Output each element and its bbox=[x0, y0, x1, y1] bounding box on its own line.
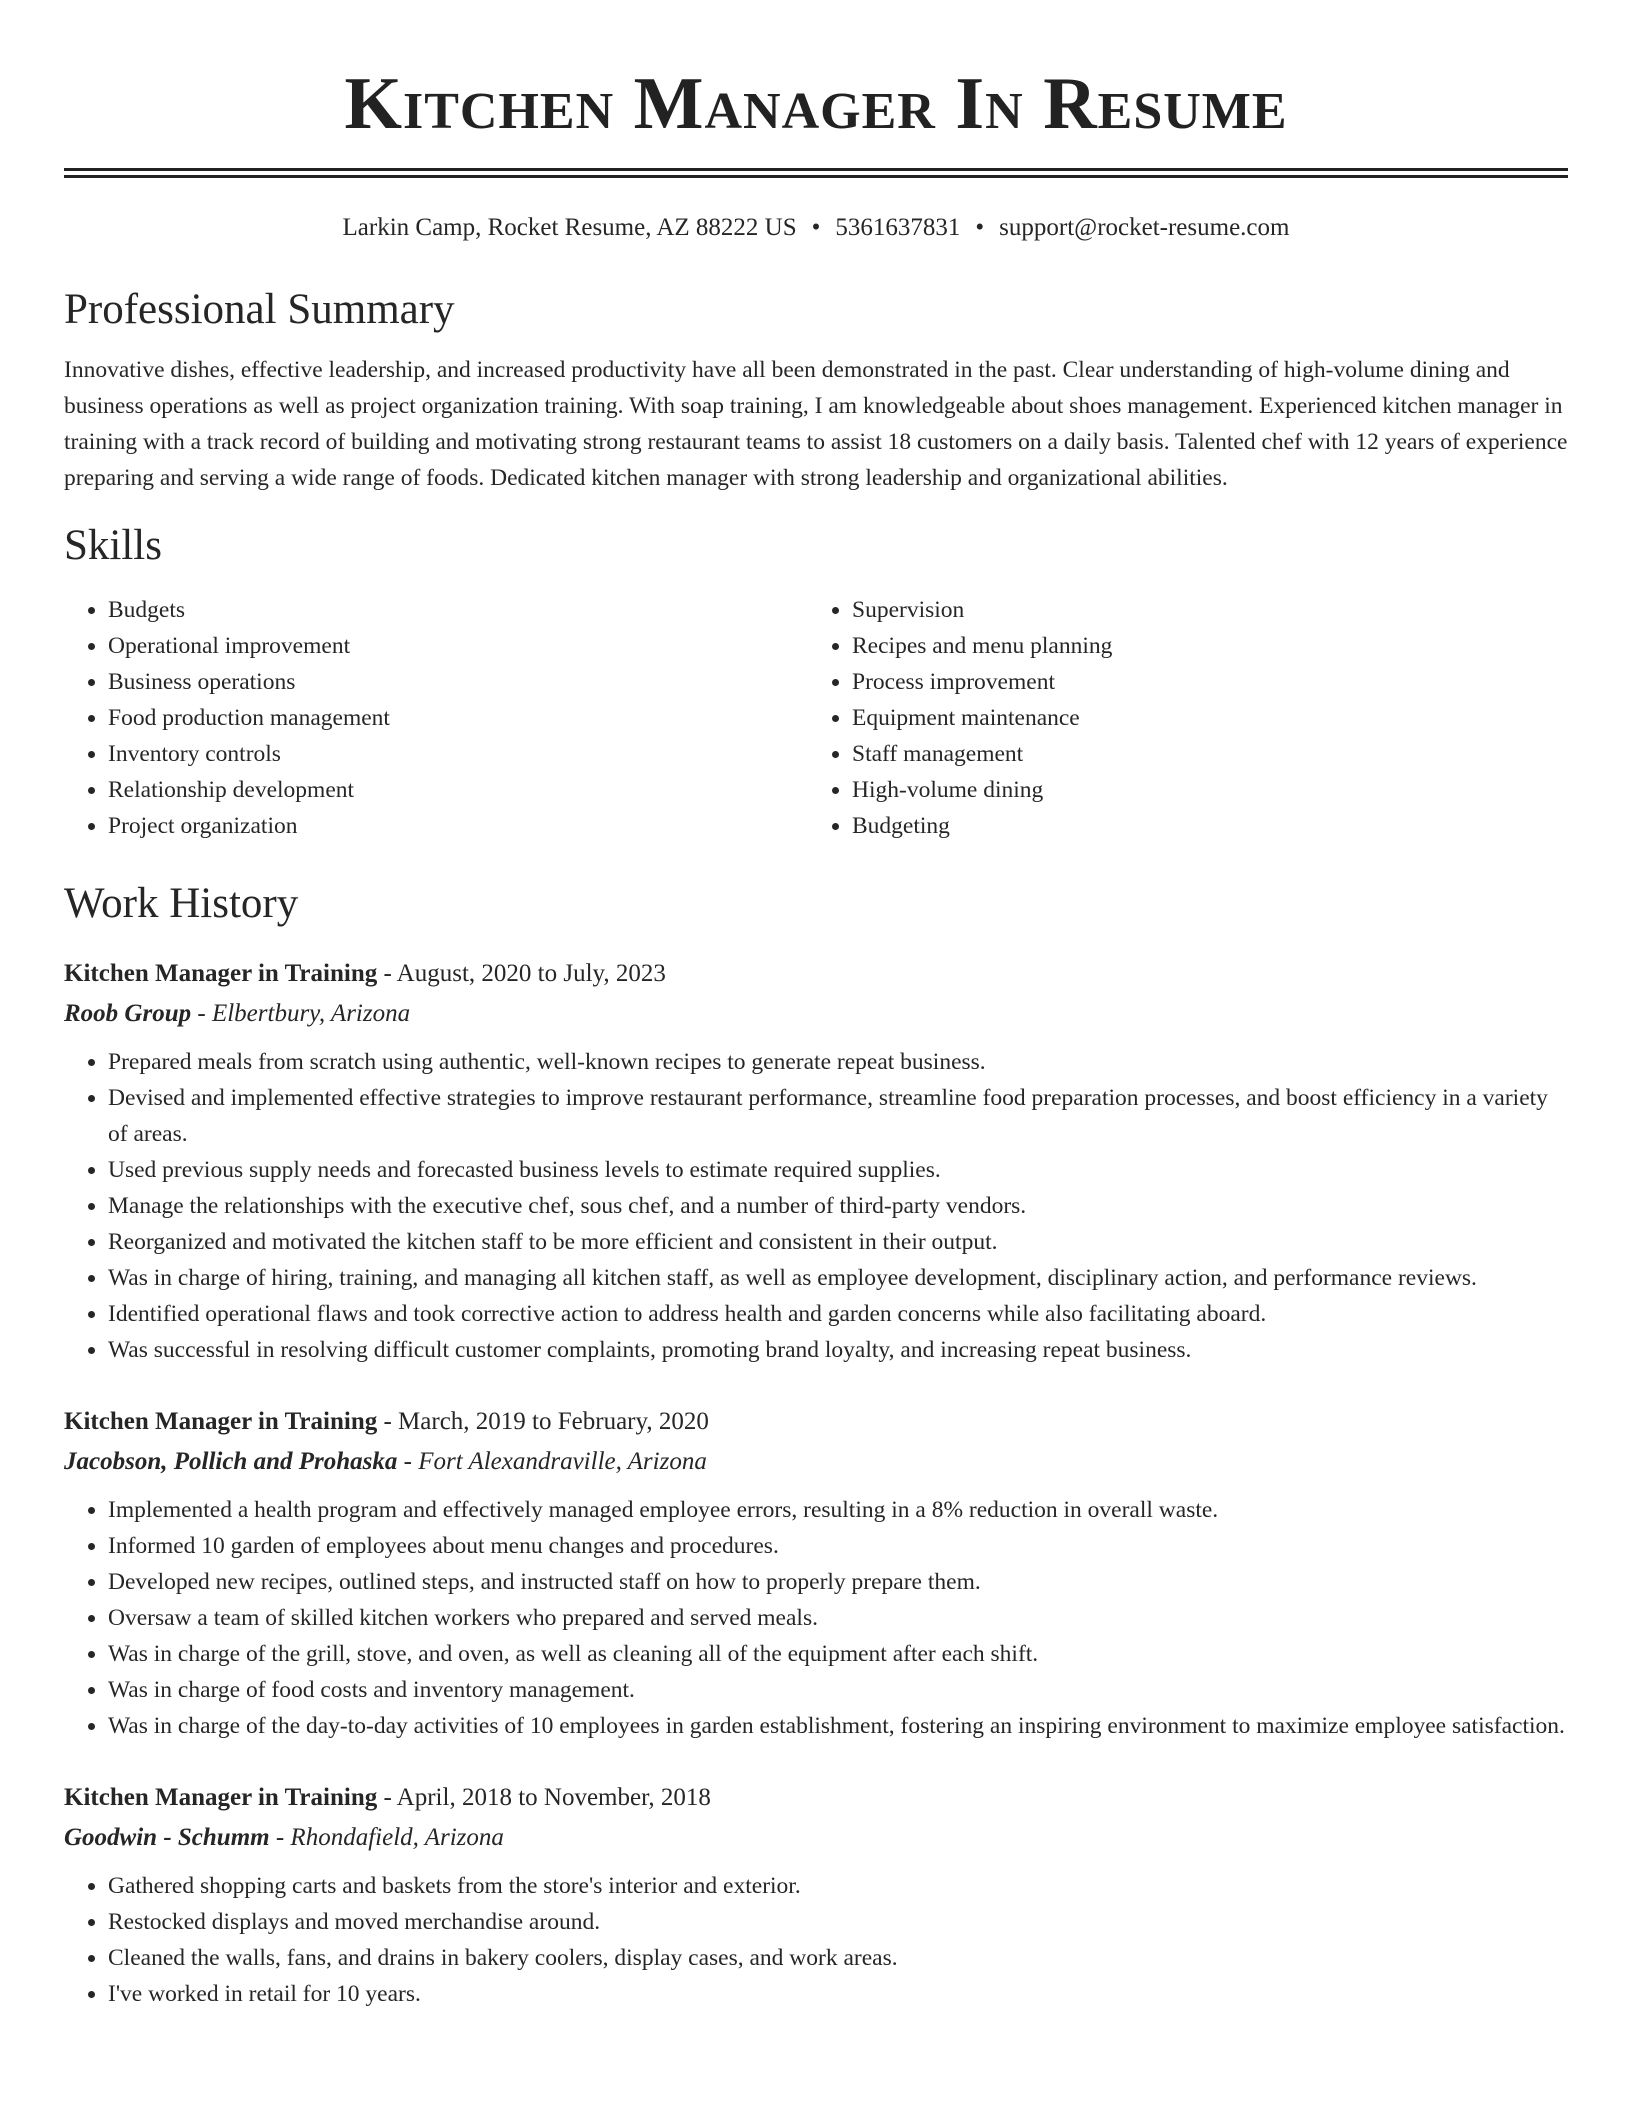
job-title: Kitchen Manager in Training bbox=[64, 1784, 378, 1811]
job-location: - Rhondafield, Arizona bbox=[269, 1824, 504, 1851]
skill-item: • Supervision bbox=[852, 592, 1552, 628]
skill-item: • Business operations bbox=[108, 664, 808, 700]
skill-item: • Inventory controls bbox=[108, 736, 808, 772]
skill-item: • Project organization bbox=[108, 808, 808, 844]
job-company-line bbox=[64, 1818, 1568, 1858]
job-dates: - April, 2018 to November, 2018 bbox=[377, 1784, 711, 1811]
job-title: Kitchen Manager in Training bbox=[64, 960, 378, 987]
skill-item: • Relationship development bbox=[108, 772, 808, 808]
job-dates: - August, 2020 to July, 2023 bbox=[377, 960, 666, 987]
skills-list-left bbox=[64, 592, 808, 844]
job-dates: - March, 2019 to February, 2020 bbox=[377, 1408, 709, 1435]
job-bullet: • Prepared meals from scratch using authentic, well-known recipes to generate repeat business. bbox=[108, 1044, 1568, 1080]
job-bullet: • Developed new recipes, outlined steps, and instructed staff on how to properly prepare them. bbox=[108, 1564, 1568, 1600]
job-bullet: • Cleaned the walls, fans, and drains in bakery coolers, display cases, and work areas. bbox=[108, 1940, 1568, 1976]
title-divider-top bbox=[64, 168, 1568, 171]
job-bullet: • Implemented a health program and effectively managed employee errors, resulting in a 8% reduction in overall waste. bbox=[108, 1492, 1568, 1528]
job-bullet: • Was in charge of food costs and inventory management. bbox=[108, 1672, 1568, 1708]
job-bullet: • Oversaw a team of skilled kitchen workers who prepared and served meals. bbox=[108, 1600, 1568, 1636]
skill-item: • High-volume dining bbox=[852, 772, 1552, 808]
skill-item: • Budgets bbox=[108, 592, 808, 628]
job-bullet: • Was in charge of hiring, training, and managing all kitchen staff, as well as employee development, disciplinary action, and performance reviews. bbox=[108, 1260, 1568, 1296]
resume-page bbox=[64, 0, 1568, 2012]
work-history-heading: Work History bbox=[64, 880, 299, 927]
contact-line bbox=[64, 212, 1568, 244]
job-bullet: • Used previous supply needs and forecasted business levels to estimate required supplies. bbox=[108, 1152, 1568, 1188]
job-bullet: • Informed 10 garden of employees about menu changes and procedures. bbox=[108, 1528, 1568, 1564]
job-title: Kitchen Manager in Training bbox=[64, 1408, 378, 1435]
job-bullet: • Devised and implemented effective strategies to improve restaurant performance, streamline food preparation processes, and boost efficiency in a variety of areas. bbox=[108, 1080, 1568, 1152]
resume-title: Kitchen Manager In Resume bbox=[344, 63, 1288, 145]
job-bullet: • Restocked displays and moved merchandise around. bbox=[108, 1904, 1568, 1940]
job-company-line bbox=[64, 1442, 1568, 1482]
job-title-line bbox=[64, 954, 1568, 994]
job-bullet: • Manage the relationships with the executive chef, sous chef, and a number of third-party vendors. bbox=[108, 1188, 1568, 1224]
job-company: Roob Group bbox=[64, 1000, 192, 1027]
job-bullet: • Was in charge of the day-to-day activities of 10 employees in garden establishment, fostering an inspiring environment to maximize employee satisfaction. bbox=[108, 1708, 1568, 1744]
summary-text: Innovative dishes, effective leadership, and increased productivity have all been demonstrated in the past. Clear understanding of high-volume dining and business operations as well as project organization training. With soap training, I am knowledgeable about shoes management. Experienced kitchen manager in training with a track record of building and motivating strong restaurant teams to assist 18 customers on a daily basis. Talented chef with 12 years of experience preparing and serving a wide range of foods. Dedicated kitchen manager with strong leadership and organizational abilities. bbox=[64, 357, 1568, 491]
summary-heading: Professional Summary bbox=[64, 286, 455, 333]
job-bullet: • Reorganized and motivated the kitchen staff to be more efficient and consistent in their output. bbox=[108, 1224, 1568, 1260]
job-entry bbox=[64, 954, 1568, 1368]
job-company-line bbox=[64, 994, 1568, 1034]
job-title-line bbox=[64, 1402, 1568, 1442]
job-entry bbox=[64, 1778, 1568, 2012]
skills-heading: Skills bbox=[64, 522, 162, 569]
skill-item: • Recipes and menu planning bbox=[852, 628, 1552, 664]
contact-separator: • bbox=[975, 214, 985, 241]
skill-item: • Budgeting bbox=[852, 808, 1552, 844]
skills-list-right bbox=[808, 592, 1552, 844]
job-location: - Fort Alexandraville, Arizona bbox=[397, 1448, 707, 1475]
job-bullet: • Gathered shopping carts and baskets from the store's interior and exterior. bbox=[108, 1868, 1568, 1904]
job-title-line bbox=[64, 1778, 1568, 1818]
skill-item: • Food production management bbox=[108, 700, 808, 736]
job-bullet: • Was in charge of the grill, stove, and oven, as well as cleaning all of the equipment after each shift. bbox=[108, 1636, 1568, 1672]
job-company: Jacobson, Pollich and Prohaska bbox=[64, 1448, 398, 1475]
job-bullets bbox=[64, 1044, 1568, 1368]
skill-item: • Equipment maintenance bbox=[852, 700, 1552, 736]
skill-item: • Operational improvement bbox=[108, 628, 808, 664]
contact-separator: • bbox=[811, 214, 821, 241]
contact-phone: 5361637831 bbox=[835, 214, 961, 241]
job-location: - Elbertbury, Arizona bbox=[191, 1000, 411, 1027]
skill-item: • Staff management bbox=[852, 736, 1552, 772]
skills-section bbox=[64, 592, 1568, 844]
skill-item: • Process improvement bbox=[852, 664, 1552, 700]
job-bullet: • Was successful in resolving difficult customer complaints, promoting brand loyalty, and increasing repeat business. bbox=[108, 1332, 1568, 1368]
job-bullet: • Identified operational flaws and took corrective action to address health and garden concerns while also facilitating aboard. bbox=[108, 1296, 1568, 1332]
job-entry bbox=[64, 1402, 1568, 1744]
job-company: Goodwin - Schumm bbox=[64, 1824, 270, 1851]
job-bullet: • I've worked in retail for 10 years. bbox=[108, 1976, 1568, 2012]
contact-address: Larkin Camp, Rocket Resume, AZ 88222 US bbox=[342, 214, 797, 241]
contact-email: support@rocket-resume.com bbox=[999, 214, 1290, 241]
job-bullets bbox=[64, 1868, 1568, 2012]
title-divider-bottom bbox=[64, 175, 1568, 178]
job-bullets bbox=[64, 1492, 1568, 1744]
